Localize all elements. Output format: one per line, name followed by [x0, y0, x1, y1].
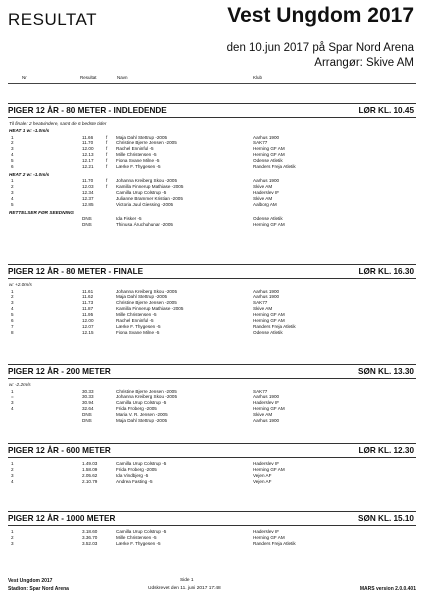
final-flag: f: [106, 184, 108, 190]
placing: 6: [11, 164, 14, 169]
athlete-name: Maja Dahl Stettrup -2005: [116, 294, 168, 300]
club-name: Skive AM: [253, 184, 273, 190]
placing: 1: [11, 388, 14, 394]
event-title: PIGER 12 ÅR - 600 METER: [8, 446, 111, 455]
final-flag: f: [106, 164, 108, 169]
club-name: Aarhus 1900: [253, 294, 280, 300]
final-flag: f: [106, 134, 108, 140]
result-row: [0, 541, 424, 548]
event-section-header: [8, 511, 416, 526]
event-time: SØN KL. 13.30: [358, 367, 414, 376]
club-name: Skive AM: [253, 196, 273, 202]
club-name: Aarhus 1900: [253, 418, 280, 423]
result-time: 32.64: [82, 406, 94, 412]
final-flag: f: [106, 158, 108, 164]
heat-label: w: -2.2m/s: [9, 382, 31, 387]
club-name: SAK77: [253, 300, 268, 306]
result-time: 3.36.70: [82, 534, 98, 540]
event-time: LØR KL. 16.30: [358, 267, 414, 276]
result-time: 11.61: [82, 288, 94, 294]
athlete-name: Lærke F. Thygesen -5: [116, 540, 161, 546]
club-name: Vejen AF: [253, 472, 272, 478]
placing: =: [11, 394, 14, 400]
result-row: [0, 330, 424, 337]
club-name: Odense Atletik: [253, 329, 283, 335]
athlete-name: Johanna Kreiberg Skou -2005: [116, 288, 178, 294]
athlete-name: Frida Froberg -2005: [116, 466, 157, 472]
club-name: SAK77: [253, 140, 268, 146]
athlete-name: Maria V. R. Jensen -2005: [116, 412, 168, 418]
placing: 3: [11, 540, 14, 546]
athlete-name: Kamilla Finnerup Mathiase -2005: [116, 184, 184, 190]
club-name: Haderslev IF: [253, 400, 280, 406]
club-name: Randers Freja Atletik: [253, 164, 296, 169]
result-time: DNS: [82, 418, 92, 423]
footer-version: MARS version 2.0.0.401: [359, 586, 416, 592]
placing: 3: [11, 472, 14, 478]
placing: 1: [11, 529, 14, 534]
athlete-name: Maja Dahl Stettrup -2005: [116, 418, 168, 423]
footer-printed: Udskrevet den 11. juni 2017 17:48: [148, 586, 221, 591]
club-name: Herning GF AM: [253, 534, 285, 540]
placing: 4: [11, 306, 14, 312]
athlete-name: Ida Vindbjerg -5: [116, 472, 149, 478]
result-time: 11.70: [82, 178, 94, 184]
club-name: Herning GF AM: [253, 466, 285, 472]
club-name: Odense Atletik: [253, 216, 283, 222]
result-time: 2.05.62: [82, 472, 98, 478]
result-time: DNS: [82, 222, 92, 228]
result-time: DNS: [82, 412, 92, 418]
result-time: 12.17: [82, 158, 94, 164]
athlete-name: Victoria Juul Giessing -2005: [116, 202, 174, 207]
club-name: Randers Freja Atletik: [253, 540, 296, 546]
heat-label: RETTELSER FØR SEEDNING: [9, 209, 74, 215]
placing: 6: [11, 318, 14, 323]
event-title: PIGER 12 ÅR - 200 METER: [8, 367, 111, 376]
club-name: Aarhus 1900: [253, 288, 280, 294]
athlete-name: Lærke F. Thygesen -5: [116, 323, 161, 329]
event-section-header: [8, 264, 416, 279]
col-club: Klub: [253, 75, 263, 80]
athlete-name: Ida Fisker -5: [116, 216, 142, 222]
athlete-name: Christine Bjerre Jensen -2005: [116, 140, 177, 146]
athlete-name: Fiona Svane Milne -5: [116, 158, 160, 164]
result-time: 12.37: [82, 196, 94, 202]
result-time: 11.73: [82, 300, 94, 306]
athlete-name: Mille Christensen -5: [116, 312, 157, 318]
club-name: Odense Atletik: [253, 158, 283, 164]
club-name: SAK77: [253, 388, 268, 394]
header-organizer: Arrangør: Skive AM: [314, 57, 414, 69]
placing: 1: [11, 461, 14, 466]
placing: 3: [11, 300, 14, 306]
athlete-name: Camilla Urup Colstrup -5: [116, 461, 167, 466]
placing: 3: [11, 400, 14, 406]
club-name: Herning GF AM: [253, 152, 285, 158]
event-section-header: [8, 103, 416, 118]
result-row: [0, 418, 424, 425]
footer-page: Side 1: [180, 578, 194, 583]
placing: 8: [11, 329, 14, 335]
club-name: Vejen AF: [253, 478, 272, 484]
header-left-title: RESULTAT: [8, 10, 98, 29]
heat-label: HEAT 1 w: -1.0m/s: [9, 128, 50, 133]
result-time: 30.33: [82, 394, 94, 400]
result-time: 12.85: [82, 202, 94, 207]
athlete-name: Julianne Brammer Kristian -2005: [116, 196, 183, 202]
placing: 2: [11, 184, 14, 190]
result-time: 30.33: [82, 388, 94, 394]
header-date-venue: den 10.jun 2017 på Spar Nord Arena: [226, 42, 414, 54]
result-time: 11.70: [82, 140, 94, 146]
final-flag: f: [106, 178, 108, 184]
placing: 3: [11, 190, 14, 196]
placing: 4: [11, 406, 14, 412]
result-row: [0, 479, 424, 486]
placing: 3: [11, 146, 14, 152]
athlete-name: Thinusa Áruchuhunar -2005: [116, 222, 173, 228]
athlete-name: Lærke F. Thygesen -5: [116, 164, 161, 169]
athlete-name: Maja Dahl Stettrup -2005: [116, 134, 168, 140]
result-time: 11.87: [82, 306, 94, 312]
col-name: Navn: [117, 75, 128, 80]
placing: 5: [11, 202, 14, 207]
athlete-name: Camilla Urup Colstrup -5: [116, 190, 167, 196]
result-time: 1.49.03: [82, 461, 98, 466]
athlete-name: Camilla Urup Colstrup -5: [116, 400, 167, 406]
result-time: 12.00: [82, 318, 94, 323]
event-time: SØN KL. 15.10: [358, 514, 414, 523]
final-flag: f: [106, 152, 108, 158]
result-time: 3.18.60: [82, 529, 98, 534]
footer-event: Vest Ungdom 2017: [8, 578, 53, 584]
athlete-name: Kamilla Finnerup Mathiase -2005: [116, 306, 184, 312]
placing: 5: [11, 312, 14, 318]
athlete-name: Johanna Kreiberg Skou -2005: [116, 394, 178, 400]
result-time: 12.13: [82, 152, 94, 158]
result-time: 12.21: [82, 164, 94, 169]
club-name: Randers Freja Atletik: [253, 323, 296, 329]
final-flag: f: [106, 140, 108, 146]
club-name: Aarhus 1900: [253, 134, 280, 140]
event-title: PIGER 12 ÅR - 80 METER - INDLEDENDE: [8, 106, 167, 115]
placing: 2: [11, 466, 14, 472]
result-time: 12.03: [82, 184, 94, 190]
result-time: 30.94: [82, 400, 94, 406]
result-time: 3.52.03: [82, 540, 98, 546]
club-name: Herning GF AM: [253, 146, 285, 152]
col-nr: Nr: [22, 75, 27, 80]
club-name: Aarhus 1900: [253, 178, 280, 184]
qualification-note: Til finale: 2 heatvindere, samt de 6 bedste tider: [9, 121, 107, 126]
result-time: 2.10.79: [82, 478, 98, 484]
placing: 5: [11, 158, 14, 164]
placing: 1: [11, 134, 14, 140]
club-name: Aalborg AM: [253, 202, 277, 207]
result-time: 12.07: [82, 323, 94, 329]
result-time: 11.95: [82, 312, 94, 318]
athlete-name: Frida Froberg -2005: [116, 406, 157, 412]
result-time: 12.00: [82, 146, 94, 152]
col-result: Resultat: [80, 75, 97, 80]
athlete-name: Camilla Urup Colstrup -5: [116, 529, 167, 534]
result-time: 12.34: [82, 190, 94, 196]
placing: 7: [11, 323, 14, 329]
event-time: LØR KL. 12.30: [358, 446, 414, 455]
placing: 2: [11, 534, 14, 540]
result-time: DNS: [82, 216, 92, 222]
event-time: LØR KL. 10.45: [358, 106, 414, 115]
heat-label: w: +2.0m/s: [9, 282, 32, 287]
placing: 4: [11, 152, 14, 158]
club-name: Haderslev IF: [253, 461, 280, 466]
heat-label: HEAT 2 w: -1.0m/s: [9, 171, 50, 177]
footer-stadium: Stadion: Spar Nord Arena: [8, 586, 69, 592]
athlete-name: Christine Bjerre Jensen -2005: [116, 388, 177, 394]
result-row: [0, 202, 424, 209]
result-time: 12.15: [82, 329, 94, 335]
club-name: Herning GF AM: [253, 312, 285, 318]
athlete-name: Johanna Kreiberg Skou -2005: [116, 178, 178, 184]
event-section-header: [8, 443, 416, 458]
result-time: 1.58.09: [82, 466, 98, 472]
placing: 4: [11, 478, 14, 484]
athlete-name: Andrea Fasting -5: [116, 478, 153, 484]
placing: 2: [11, 294, 14, 300]
placing: 1: [11, 178, 14, 184]
athlete-name: Rachel Enninful -5: [116, 146, 154, 152]
club-name: Skive AM: [253, 412, 273, 418]
header-divider: [8, 83, 416, 84]
club-name: Skive AM: [253, 306, 273, 312]
athlete-name: Fiona Svane Milne -5: [116, 329, 160, 335]
athlete-name: Christine Bjerre Jensen -2005: [116, 300, 177, 306]
header-event-title: Vest Ungdom 2017: [227, 4, 414, 27]
placing: 2: [11, 140, 14, 146]
club-name: Herning GF AM: [253, 318, 285, 323]
athlete-name: Mille Christensen -5: [116, 534, 157, 540]
result-time: 11.62: [82, 294, 94, 300]
club-name: Haderslev IF: [253, 190, 280, 196]
event-title: PIGER 12 ÅR - 80 METER - FINALE: [8, 267, 144, 276]
athlete-name: Mille Christensen -5: [116, 152, 157, 158]
club-name: Haderslev IF: [253, 529, 280, 534]
result-time: 11.66: [82, 134, 94, 140]
athlete-name: Rachel Enninful -5: [116, 318, 154, 323]
club-name: Herning GF AM: [253, 222, 285, 228]
result-row: [0, 164, 424, 171]
placing: 4: [11, 196, 14, 202]
event-section-header: [8, 364, 416, 379]
club-name: Herning GF AM: [253, 406, 285, 412]
club-name: Aarhus 1900: [253, 394, 280, 400]
placing: 1: [11, 288, 14, 294]
final-flag: f: [106, 146, 108, 152]
event-title: PIGER 12 ÅR - 1000 METER: [8, 514, 116, 523]
result-row: [0, 222, 424, 229]
